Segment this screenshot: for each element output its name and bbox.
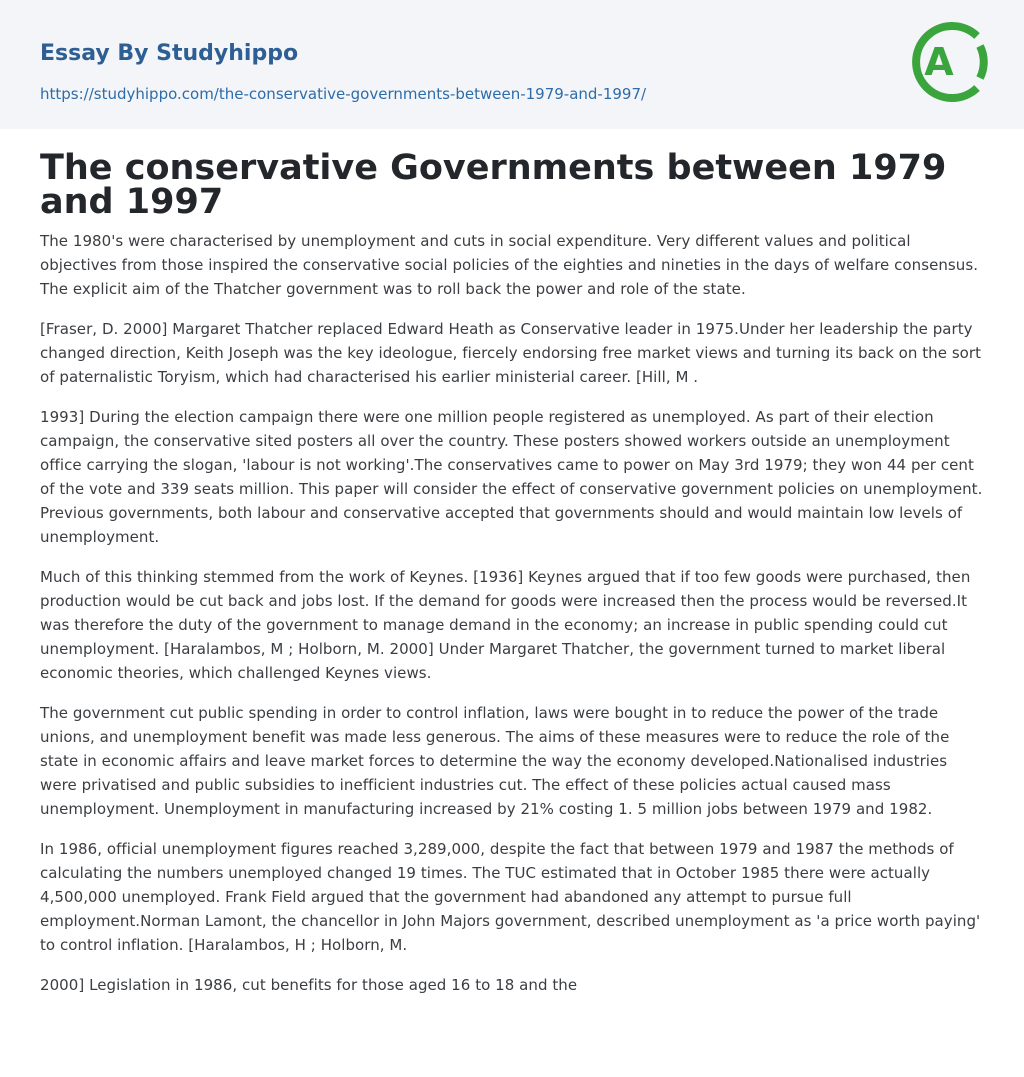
essay-paragraph: 1993] During the election campaign there were one million people registered as unemployed. As part of their election campaign, the conservative sited posters all over the country. These posters showed workers outside an unemployment office carrying the slogan, 'labour is not working'.The conservatives came to power on May 3rd 1979; they won 44 per cent of the vote and 339 seats million. This paper will consider the effect of conservative government policies on unemployment. Previous governments, both labour and conservative accepted that governments should and would maintain low levels of unemployment. [40,408,983,546]
site-header [0,0,1024,129]
essay-paragraph: The government cut public spending in order to control inflation, laws were bought in to reduce the power of the trade unions, and unemployment benefit was made less generous. The aims of these measures were to reduce the role of the state in economic affairs and leave market forces to determine the way the economy developed.Nationalised industries were privatised and public subsidies to inefficient industries cut. The effect of these policies actual caused mass unemployment. Unemployment in manufacturing increased by 21% costing 1. 5 million jobs between 1979 and 1982. [40,704,950,818]
letter-a-circle-logo-icon[interactable] [910,18,988,106]
essay-body [40,229,985,1013]
essay-paragraph: In 1986, official unemployment figures reached 3,289,000, despite the fact that between 1979 and 1987 the methods of calculating the numbers unemployed changed 19 times. The TUC estimated that in October 1985 there were actually 4,500,000 unemployed. Frank Field argued that the government had abandoned any attempt to pursue full employment.Norman Lamont, the chancellor in John Majors government, described unemployment as 'a price worth paying' to control inflation. [Haralambos, H ; Holborn, M. [40,840,981,954]
essay-paragraph: 2000] Legislation in 1986, cut benefits for those aged 16 to 18 and the [40,976,578,994]
logo-letter: A [924,40,954,84]
essay-title: The conservative Governments between 1979 and 1997 [40,148,947,222]
essay-paragraph: Much of this thinking stemmed from the work of Keynes. [1936] Keynes argued that if too few goods were purchased, then production would be cut back and jobs lost. If the demand for goods were increased then the process would be reversed.It was therefore the duty of the government to manage demand in the economy; an increase in public spending could cut unemployment. [Haralambos, M ; Holborn, M. 2000] Under Margaret Thatcher, the government turned to market liberal economic theories, which challenged Keynes views. [40,568,971,682]
brand-title[interactable]: Essay By Studyhippo [40,41,299,66]
essay-paragraph: The 1980's were characterised by unemployment and cuts in social expenditure. Very different values and political objectives from those inspired the conservative social policies of the eighties and nineties in the days of welfare consensus. The explicit aim of the Thatcher government was to roll back the power and role of the state. [40,232,979,298]
essay-url-link[interactable]: https://studyhippo.com/the-conservative-governments-between-1979-and-1997/ [40,85,647,103]
essay-paragraph: [Fraser, D. 2000] Margaret Thatcher replaced Edward Heath as Conservative leader in 1975.Under her leadership the party changed direction, Keith Joseph was the key ideologue, fiercely endorsing free market views and turning its back on the sort of paternalistic Toryism, which had characterised his earlier ministerial career. [Hill, M . [40,320,982,386]
